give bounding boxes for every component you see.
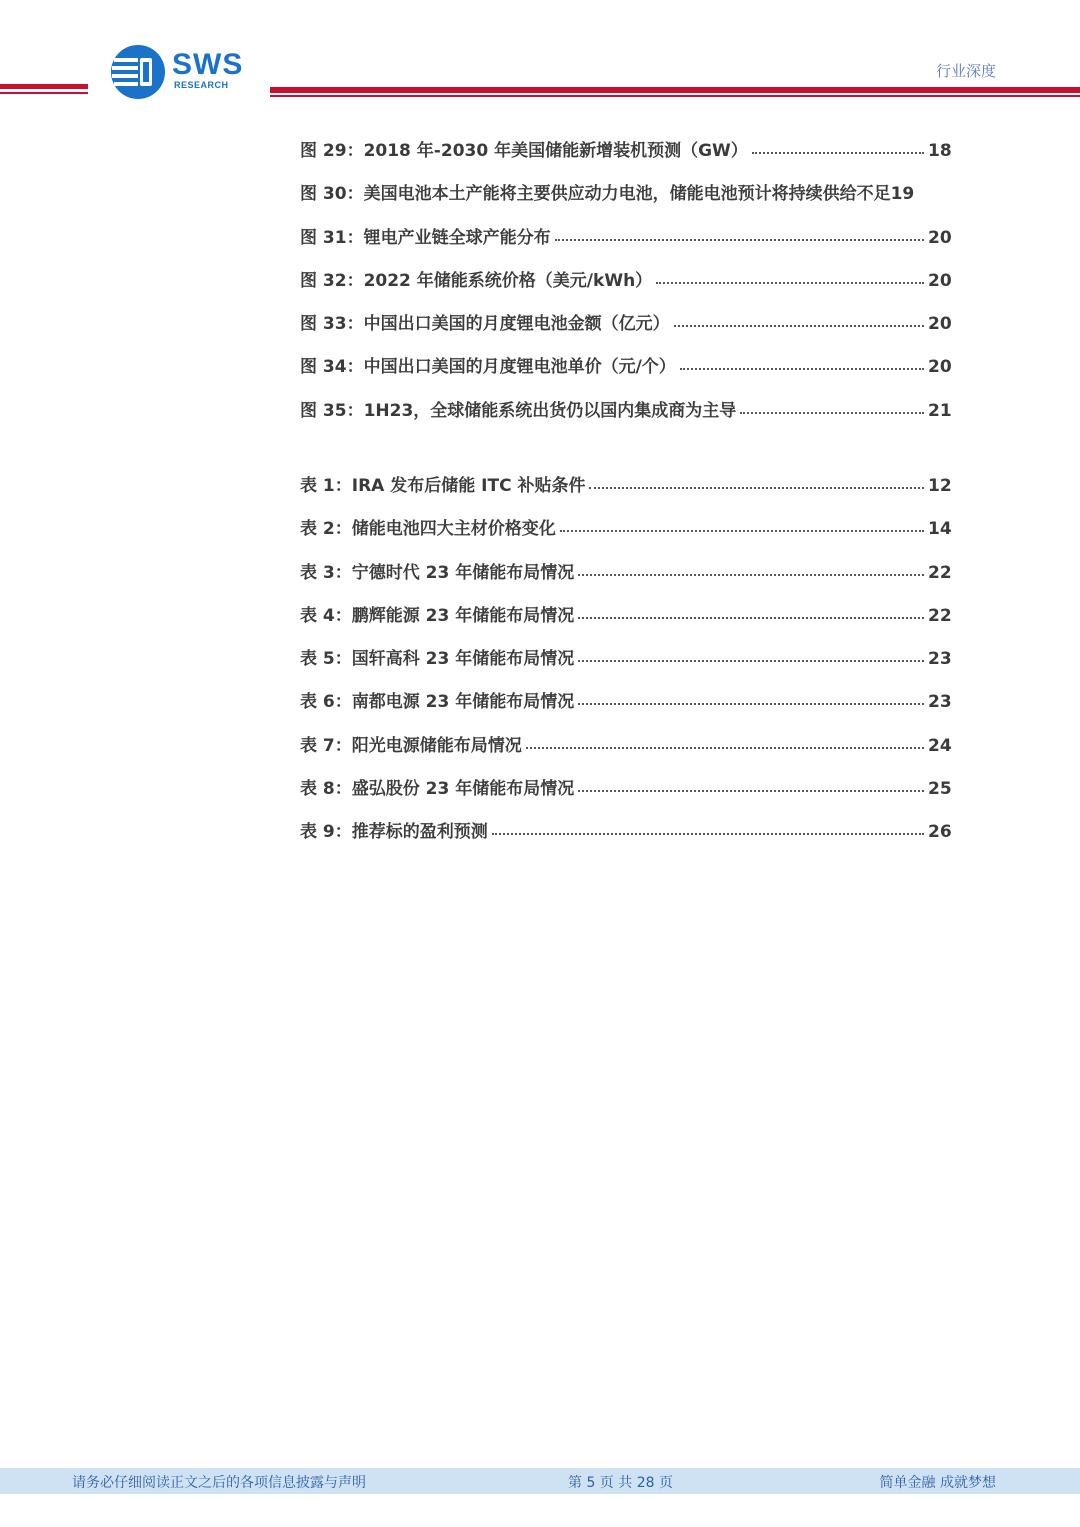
footer-disclaimer: 请务必仔细阅读正文之后的各项信息披露与声明 (72, 1475, 366, 1491)
header-rule-left (0, 84, 88, 89)
toc-entry-page: 24 (928, 735, 952, 756)
toc-entry-title: 表 9：推荐标的盈利预测 (300, 822, 488, 843)
toc-entry-page: 21 (928, 400, 952, 421)
toc-entry-title: 表 2：储能电池四大主材价格变化 (300, 519, 556, 540)
toc-entry-title: 图 29：2018 年-2030 年美国储能新增装机预测（GW） (300, 141, 748, 161)
header-rule-left-thin (0, 92, 88, 94)
toc-entry[interactable] (300, 471, 950, 514)
page-footer (0, 1468, 1080, 1494)
toc-entry[interactable] (300, 352, 950, 395)
toc-leader-dots (578, 616, 924, 619)
toc-entry-title: 图 33：中国出口美国的月度锂电池金额（亿元） (300, 314, 670, 335)
toc-entry-page: 18 (928, 141, 952, 161)
toc-entry-page: 20 (928, 357, 952, 378)
table-list (300, 471, 950, 861)
toc-entry[interactable] (300, 223, 950, 266)
toc-leader-dots (492, 832, 924, 835)
toc-leader-dots (578, 573, 924, 576)
toc-entry-page: 22 (928, 562, 952, 583)
toc-entry-page: 14 (928, 519, 952, 540)
sws-logo-icon (110, 44, 166, 100)
toc-leader-dots (589, 486, 924, 489)
toc-entry[interactable] (300, 731, 950, 774)
toc-entry[interactable] (300, 558, 950, 601)
toc-entry[interactable] (300, 136, 950, 179)
toc-entry-title: 图 34：中国出口美国的月度锂电池单价（元/个） (300, 357, 676, 378)
toc-entry-page: 20 (928, 227, 952, 248)
toc-entry[interactable] (300, 644, 950, 687)
footer-page-number: 第 5 页 共 28 页 (568, 1475, 673, 1491)
toc-entry-title: 图 30：美国电池本土产能将主要供应动力电池，储能电池预计将持续供给不足 (300, 184, 891, 205)
toc-entry-title: 图 35：1H23，全球储能系统出货仍以国内集成商为主导 (300, 400, 737, 421)
header-rule-right-thin (270, 95, 1080, 97)
toc-entry-title: 图 31：锂电产业链全球产能分布 (300, 227, 551, 248)
toc-entry[interactable] (300, 179, 950, 222)
toc-leader-dots (740, 411, 924, 414)
toc-entry-title: 表 3：宁德时代 23 年储能布局情况 (300, 562, 575, 583)
toc-entry-title: 表 5：国轩高科 23 年储能布局情况 (300, 649, 575, 670)
toc-entry[interactable] (300, 514, 950, 557)
footer-slogan: 简单金融 成就梦想 (879, 1475, 996, 1491)
page-header (0, 0, 1080, 110)
toc-leader-dots (578, 659, 924, 662)
toc-entry-title: 表 4：鹏辉能源 23 年储能布局情况 (300, 605, 575, 626)
toc-leader-dots (680, 367, 924, 370)
toc-entry-title: 图 32：2022 年储能系统价格（美元/kWh） (300, 270, 653, 291)
toc-entry-page: 25 (928, 779, 952, 800)
logo-text: SWS (172, 48, 244, 81)
toc-entry-page: 26 (928, 822, 952, 843)
toc-entry-page: 23 (928, 692, 952, 713)
toc-entry[interactable] (300, 817, 950, 860)
toc-entry-page: 23 (928, 649, 952, 670)
toc-entry-page: 20 (928, 270, 952, 291)
toc-entry-title: 表 1：IRA 发布后储能 ITC 补贴条件 (300, 476, 586, 496)
logo-subtext: RESEARCH (174, 80, 229, 90)
toc-entry[interactable] (300, 687, 950, 730)
toc-entry-page: 22 (928, 605, 952, 626)
toc-entry[interactable] (300, 266, 950, 309)
toc-leader-dots (526, 746, 924, 749)
toc-entry[interactable] (300, 601, 950, 644)
toc-entry-title: 表 7：阳光电源储能布局情况 (300, 735, 522, 756)
toc-leader-dots (578, 789, 924, 792)
figure-list (300, 136, 950, 439)
document-category: 行业深度 (935, 62, 996, 80)
sws-logo (110, 44, 260, 102)
toc-entry[interactable] (300, 774, 950, 817)
toc-leader-dots (560, 529, 924, 532)
toc-leader-dots (555, 238, 924, 241)
toc-entry-title: 表 6：南都电源 23 年储能布局情况 (300, 692, 575, 713)
toc-entry[interactable] (300, 396, 950, 439)
toc-leader-dots (656, 281, 924, 284)
toc-leader-dots (674, 324, 924, 327)
toc-entry[interactable] (300, 309, 950, 352)
toc-entry-title: 表 8：盛弘股份 23 年储能布局情况 (300, 779, 575, 800)
toc-entry-page: 20 (928, 314, 952, 335)
toc-entry-page: 12 (928, 476, 952, 496)
header-rule-right (270, 87, 1080, 93)
toc-leader-dots (752, 151, 924, 154)
toc-entry-page: 19 (890, 184, 915, 205)
toc-leader-dots (578, 702, 924, 705)
